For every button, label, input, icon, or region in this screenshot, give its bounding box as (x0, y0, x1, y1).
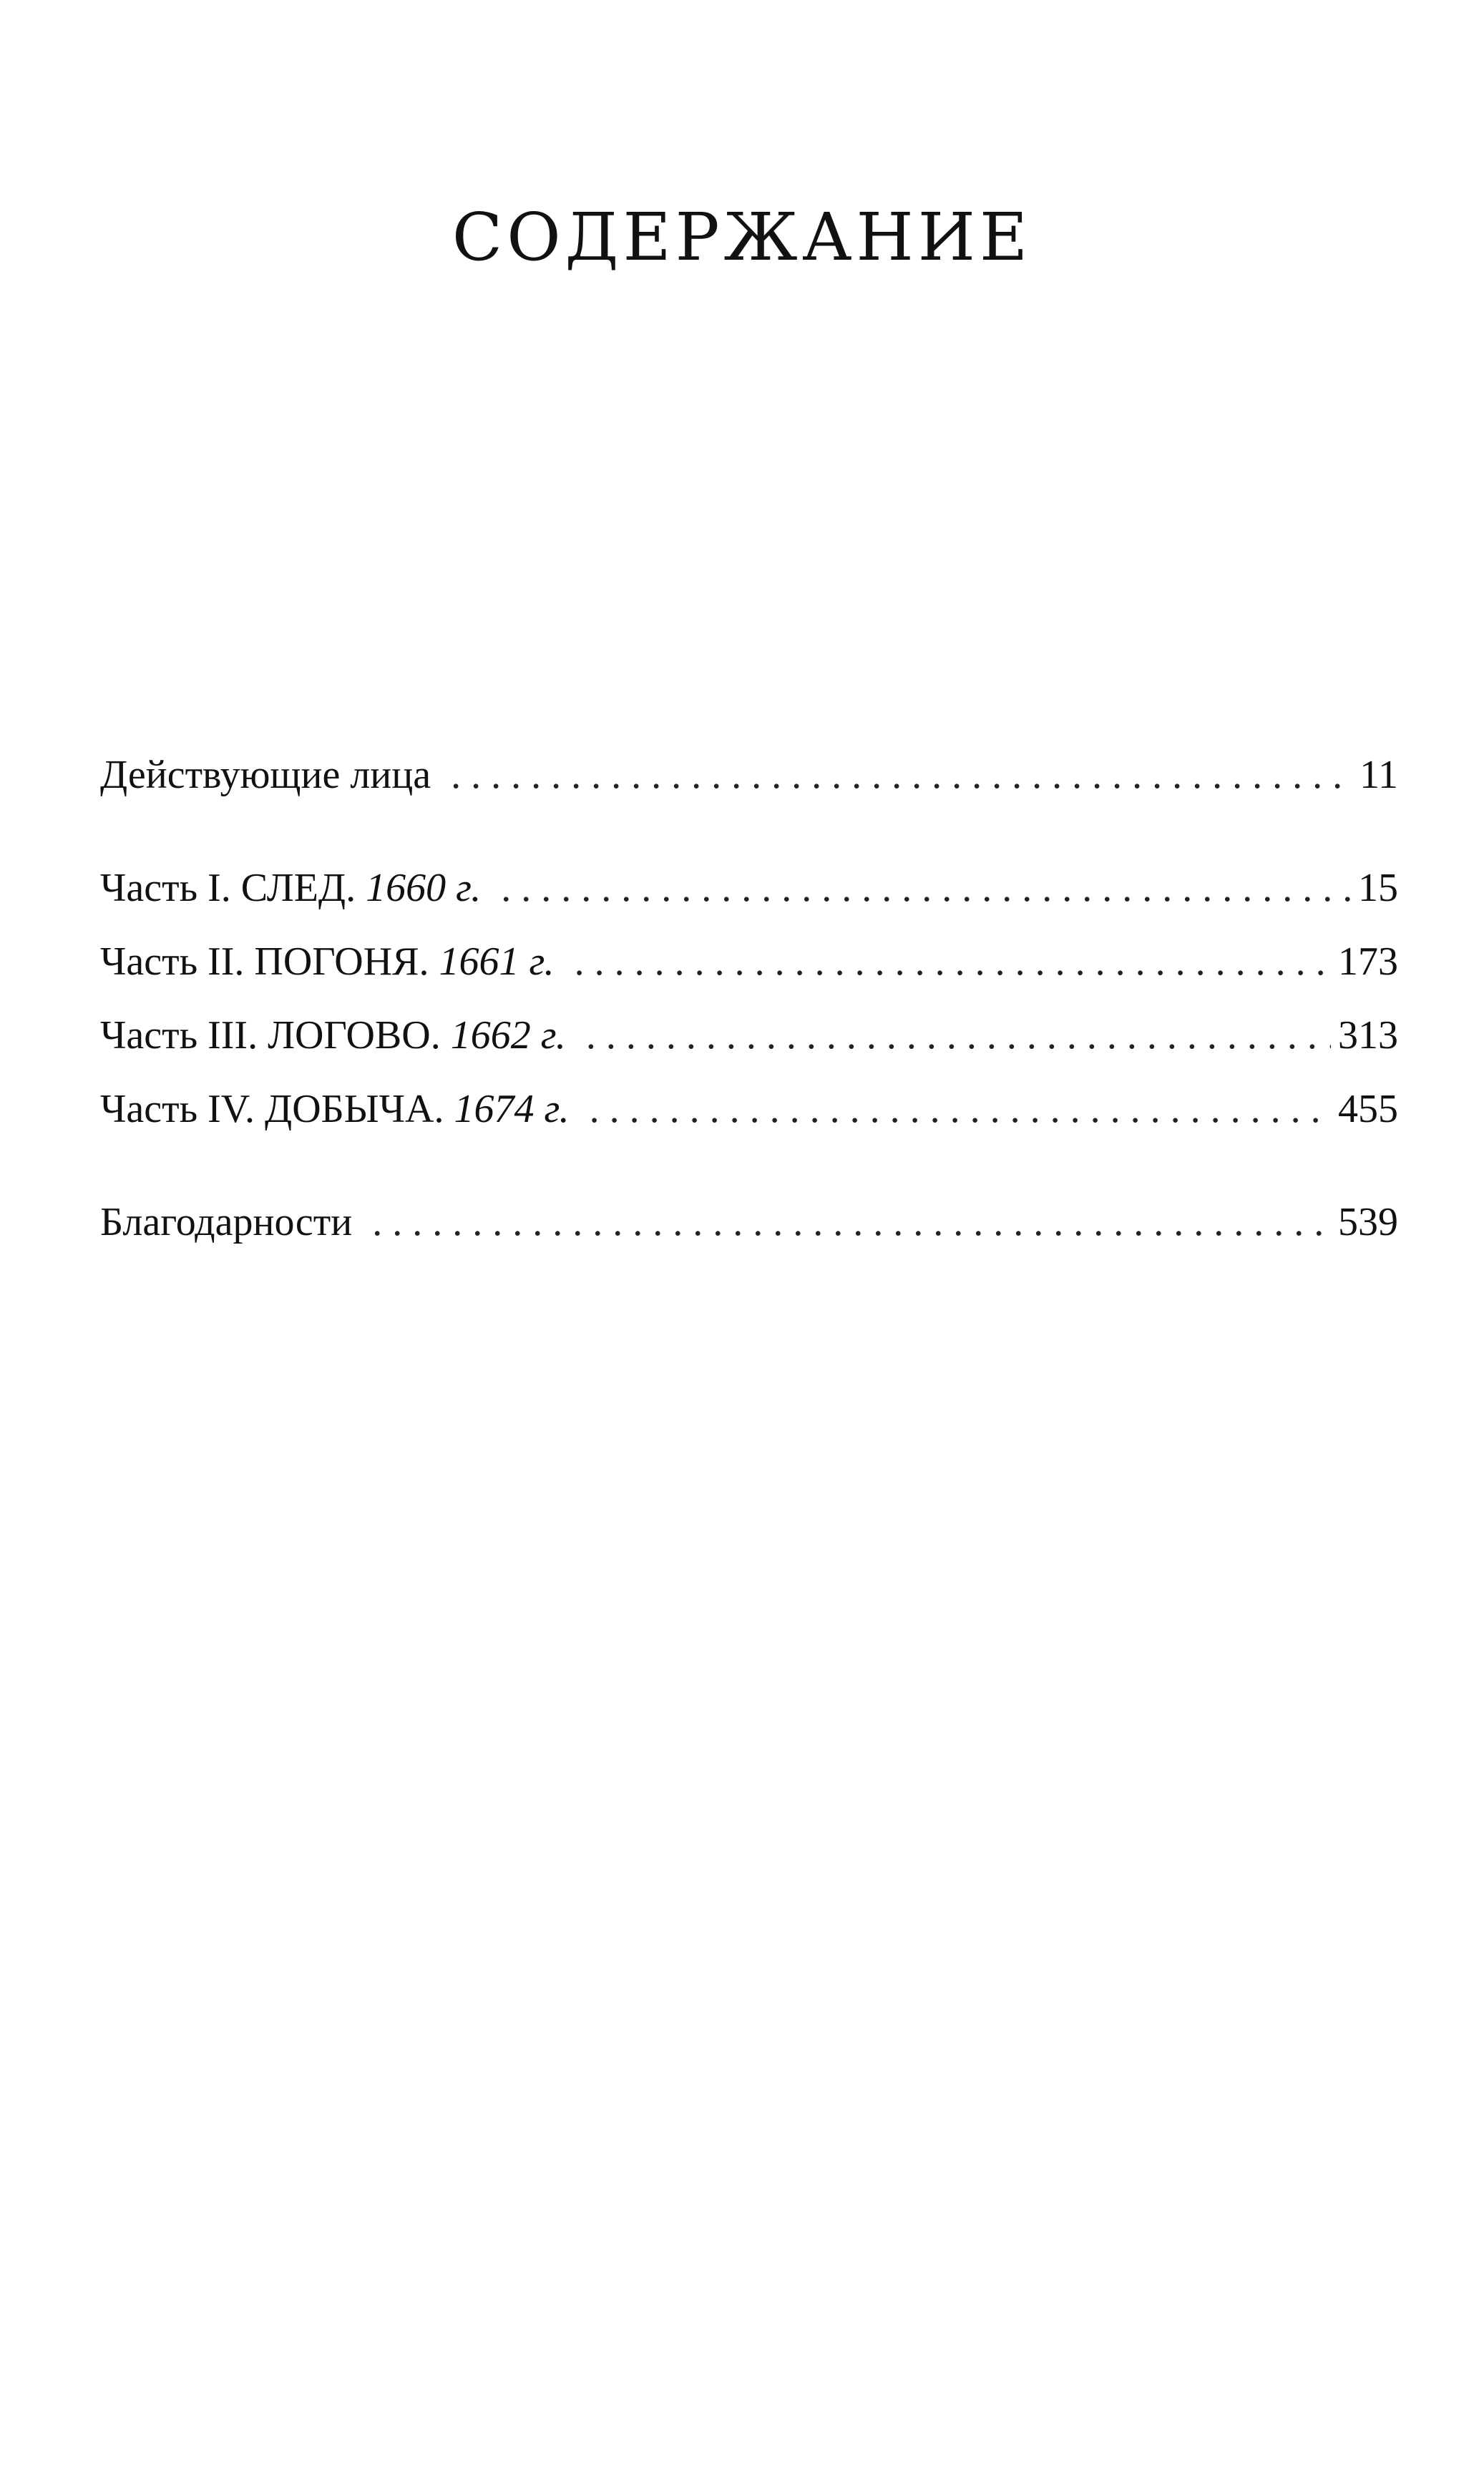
toc-entry-label: Часть I. СЛЕД. (100, 866, 356, 910)
page-title: СОДЕРЖАНИЕ (451, 199, 1033, 275)
dot-leader (451, 751, 1352, 799)
dot-leader (501, 864, 1351, 912)
table-of-contents (100, 751, 1398, 1272)
dot-leader (372, 1198, 1331, 1246)
toc-entry-label: Благодарности (100, 1200, 353, 1244)
toc-entry (100, 751, 1398, 799)
toc-page-number: 455 (1338, 1087, 1398, 1131)
toc-entry-label: Часть III. ЛОГОВО. (100, 1013, 441, 1058)
toc-page-number: 11 (1359, 753, 1398, 797)
toc-entry-year: 1674 г. (454, 1087, 570, 1131)
toc-page-number: 15 (1358, 866, 1398, 910)
toc-entry-year: 1661 г. (439, 939, 555, 984)
toc-entry (100, 1012, 1398, 1059)
toc-entry (100, 1198, 1398, 1246)
toc-page-number: 539 (1338, 1200, 1398, 1244)
toc-entry (100, 864, 1398, 912)
toc-entry-label: Действующие лица (100, 753, 431, 797)
toc-entry (100, 938, 1398, 985)
toc-page-number: 173 (1338, 939, 1398, 984)
toc-entry-label: Часть IV. ДОБЫЧА. (100, 1087, 444, 1131)
dot-leader (575, 938, 1331, 985)
toc-page-number: 313 (1338, 1013, 1398, 1058)
toc-entry (100, 1085, 1398, 1133)
toc-entry-year: 1660 г. (366, 866, 482, 910)
dot-leader (586, 1012, 1331, 1059)
toc-entry-year: 1662 г. (450, 1013, 566, 1058)
toc-entry-label: Часть II. ПОГОНЯ. (100, 939, 429, 984)
dot-leader (590, 1085, 1331, 1133)
